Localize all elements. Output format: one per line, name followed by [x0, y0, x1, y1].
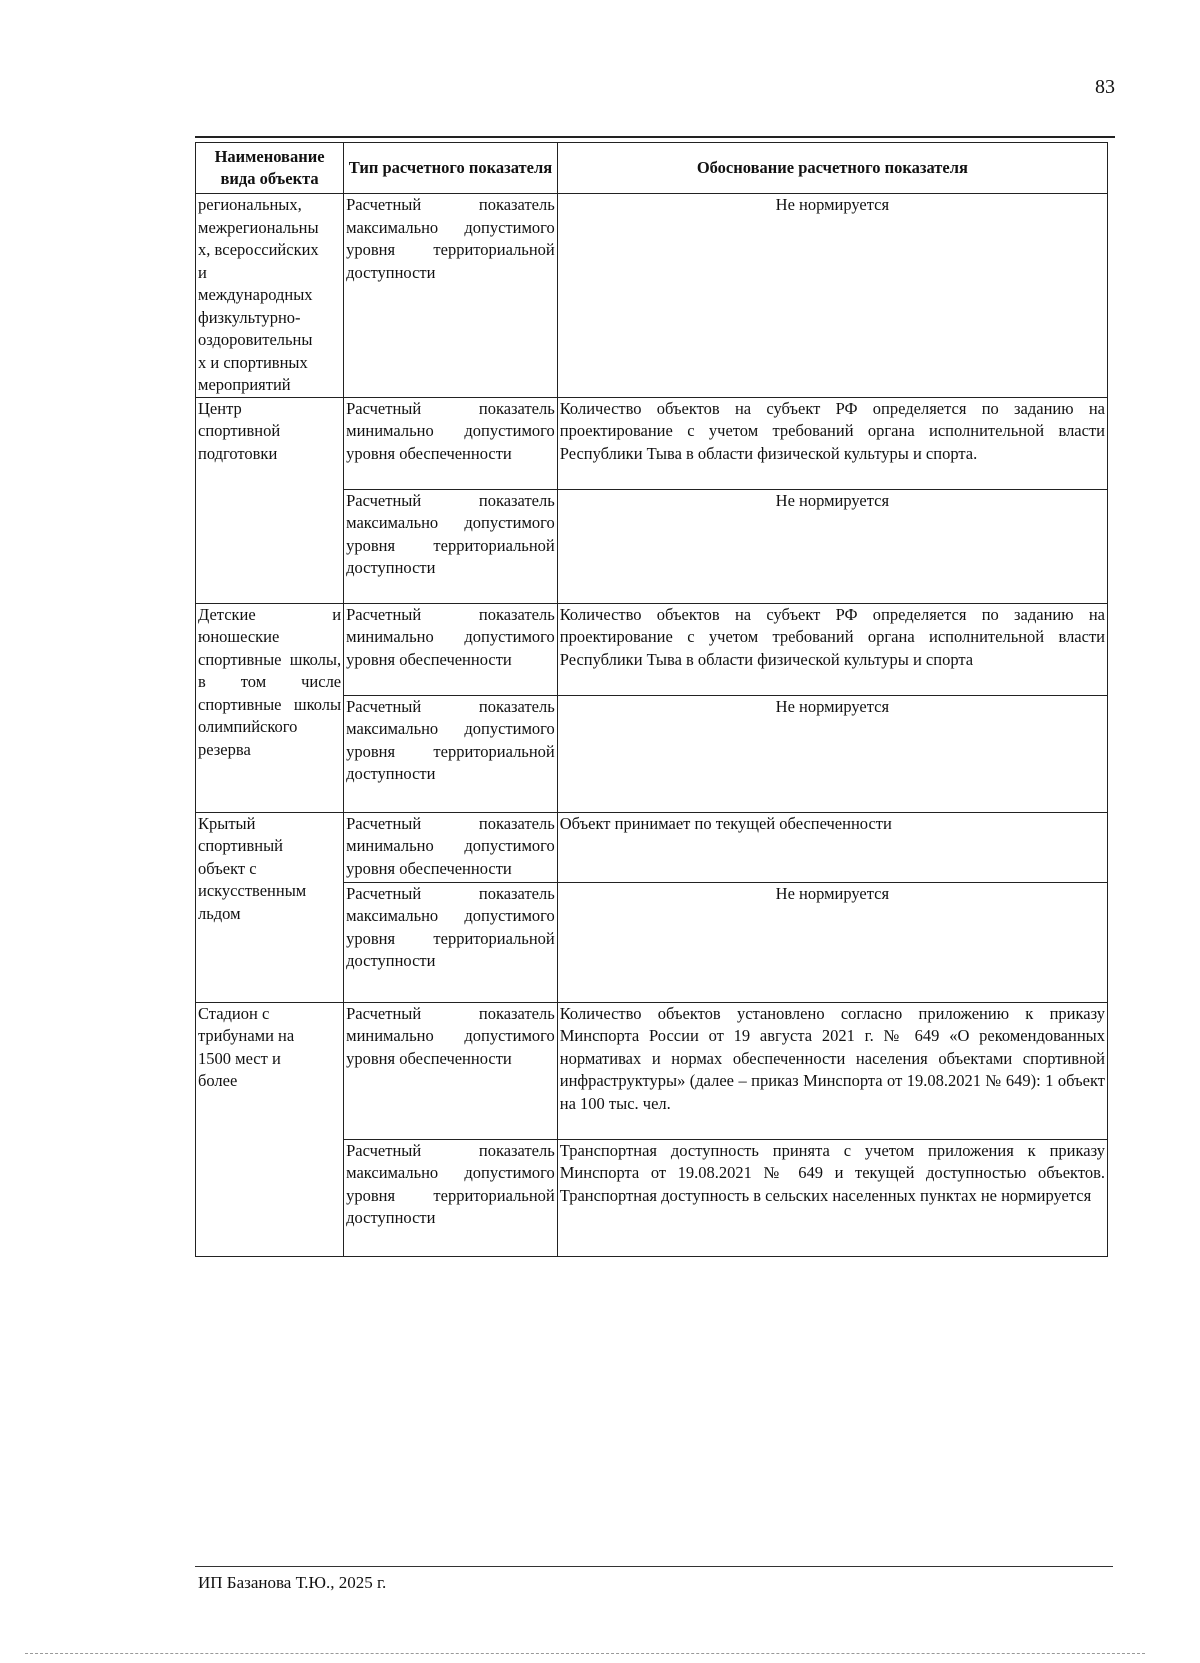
- indicator-type-cell: Расчетный показатель максимально допустимого уровня территориальной доступности: [344, 695, 558, 812]
- justification-cell: Не нормируется: [557, 489, 1107, 603]
- table-row: [196, 603, 1108, 695]
- object-name-cell: Крытый спортивный объект с искусственным льдом: [196, 812, 344, 1002]
- justification-cell: Не нормируется: [557, 194, 1107, 398]
- object-name-cell: Стадион с трибунами на 1500 мест и более: [196, 1002, 344, 1256]
- justification-cell: Количество объектов на субъект РФ определяется по заданию на проектирование с учетом требований органа исполнительной власти Республики Тыва в области физической культуры и спорта.: [557, 397, 1107, 489]
- footer-credit: ИП Базанова Т.Ю., 2025 г.: [198, 1573, 387, 1592]
- table-row: [196, 1002, 1108, 1139]
- header-object-name: Наименование вида объекта: [196, 143, 344, 194]
- indicator-type-cell: Расчетный показатель минимально допустимого уровня обеспеченности: [344, 397, 558, 489]
- standards-table: [195, 142, 1108, 1257]
- indicator-type-cell: Расчетный показатель максимально допустимого уровня территориальной доступности: [344, 489, 558, 603]
- object-name-cell: Детские и юношеские спортивные школы, в том числе спортивные школы олимпийского резерва: [196, 603, 344, 812]
- table-row: [196, 397, 1108, 489]
- indicator-type-cell: Расчетный показатель максимально допустимого уровня территориальной доступности: [344, 1139, 558, 1256]
- header-indicator-type: Тип расчетного показателя: [344, 143, 558, 194]
- table-row: [196, 812, 1108, 882]
- indicator-type-cell: Расчетный показатель минимально допустимого уровня обеспеченности: [344, 1002, 558, 1139]
- page-number: 83: [1095, 76, 1115, 98]
- justification-cell: Количество объектов установлено согласно приложению к приказу Минспорта России от 19 августа 2021 г. № 649 «О рекомендованных нормативах и нормах обеспеченности населения объектами спортивной инфраструктуры» (далее – приказ Минспорта от 19.08.2021 № 649): 1 объект на 100 тыс. чел.: [557, 1002, 1107, 1139]
- justification-cell: Не нормируется: [557, 882, 1107, 1002]
- scan-edge-line: [25, 1653, 1145, 1654]
- indicator-type-cell: Расчетный показатель минимально допустимого уровня обеспеченности: [344, 812, 558, 882]
- indicator-type-cell: Расчетный показатель максимально допустимого уровня территориальной доступности: [344, 194, 558, 398]
- justification-cell: Количество объектов на субъект РФ определяется по заданию на проектирование с учетом требований органа исполнительной власти Республики Тыва в области физической культуры и спорта: [557, 603, 1107, 695]
- justification-cell: Объект принимает по текущей обеспеченности: [557, 812, 1107, 882]
- justification-cell: Транспортная доступность принята с учетом приложения к приказу Минспорта от 19.08.2021 № 649 и текущей доступностью объектов. Транспортная доступность в сельских населенных пунктах не нормируется: [557, 1139, 1107, 1256]
- header-rule: [195, 136, 1115, 138]
- header-justification: Обоснование расчетного показателя: [557, 143, 1107, 194]
- object-name-cell: региональных, межрегиональны х, всероссийских и международных физкультурно- оздоровительны х и спортивных мероприятий: [196, 194, 344, 398]
- indicator-type-cell: Расчетный показатель максимально допустимого уровня территориальной доступности: [344, 882, 558, 1002]
- table-header-row: [196, 143, 1108, 194]
- indicator-type-cell: Расчетный показатель минимально допустимого уровня обеспеченности: [344, 603, 558, 695]
- justification-cell: Не нормируется: [557, 695, 1107, 812]
- object-name-cell: Центр спортивной подготовки: [196, 397, 344, 603]
- table-row: [196, 194, 1108, 398]
- footer-rule: [195, 1566, 1113, 1567]
